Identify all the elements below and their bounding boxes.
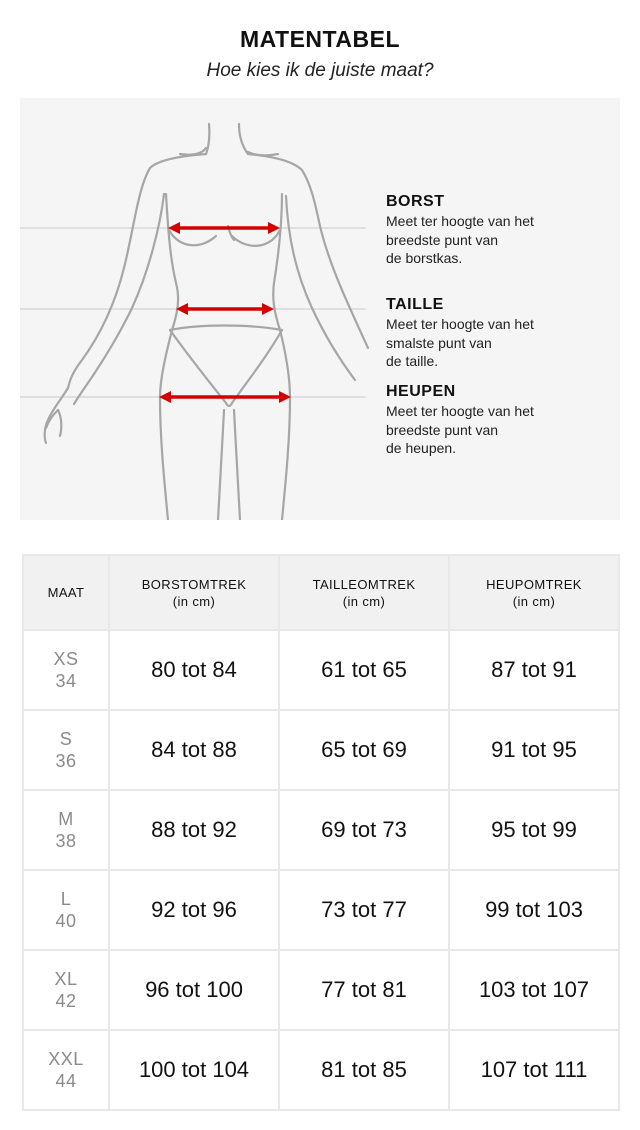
header-chest [109,555,279,630]
header-waist [279,555,449,630]
body-measurement-figure [20,98,620,520]
waist-measurement-note [386,295,616,371]
hips-value: 99 tot 103 [449,870,619,950]
size-number: 44 [55,1071,77,1091]
size-cell [23,870,109,950]
table-row [23,1030,619,1110]
waist-value: 65 tot 69 [279,710,449,790]
hips-value: 87 tot 91 [449,630,619,710]
header-waist-unit: (in cm) [342,593,386,609]
chest-value: 100 tot 104 [109,1030,279,1110]
header-hips-unit: (in cm) [512,593,556,609]
chest-label: BORST [386,193,445,210]
hips-description: Meet ter hoogte van het breedste punt van de heupen. [386,403,534,456]
header-waist-label: TAILLEOMTREK [312,576,416,592]
waist-value: 69 tot 73 [279,790,449,870]
size-number: 42 [55,991,77,1011]
size-letter: XL [54,969,78,989]
chest-value: 84 tot 88 [109,710,279,790]
header-size [23,555,109,630]
waist-value: 61 tot 65 [279,630,449,710]
size-number: 34 [55,671,77,691]
waist-value: 81 tot 85 [279,1030,449,1110]
header-size-label: MAAT [47,585,85,600]
hips-measurement-note [386,382,616,458]
waist-value: 77 tot 81 [279,950,449,1030]
size-letter: M [58,809,74,829]
chest-value: 80 tot 84 [109,630,279,710]
size-cell [23,950,109,1030]
size-number: 40 [55,911,77,931]
header-hips [449,555,619,630]
chest-description: Meet ter hoogte van het breedste punt van de borstkas. [386,213,534,266]
size-letter: XXL [48,1049,84,1069]
size-number: 38 [55,831,77,851]
table-row [23,870,619,950]
chest-value: 92 tot 96 [109,870,279,950]
table-row [23,950,619,1030]
hips-value: 103 tot 107 [449,950,619,1030]
waist-arrow-right-head [262,303,274,315]
waist-value: 73 tot 77 [279,870,449,950]
hips-value: 95 tot 99 [449,790,619,870]
size-cell [23,630,109,710]
header-hips-label: HEUPOMTREK [486,576,582,592]
hips-value: 91 tot 95 [449,710,619,790]
waist-description: Meet ter hoogte van het smalste punt van de taille. [386,316,534,369]
table-row [23,630,619,710]
chest-value: 88 tot 92 [109,790,279,870]
size-letter: S [59,729,73,749]
header-chest-label: BORSTOMTREK [141,576,247,592]
waist-label: TAILLE [386,296,444,313]
size-cell [23,710,109,790]
header-chest-unit: (in cm) [172,593,216,609]
size-cell [23,1030,109,1110]
page-title: MATENTABEL [239,26,400,52]
size-cell [23,790,109,870]
chest-measurement-note [386,192,616,268]
hips-value: 107 tot 111 [449,1030,619,1110]
hips-label: HEUPEN [386,383,456,400]
page-subtitle: Hoe kies ik de juiste maat? [206,60,434,81]
table-row [23,710,619,790]
size-letter: L [60,889,72,909]
size-letter: XS [53,649,79,669]
table-row [23,790,619,870]
size-number: 36 [55,751,77,771]
table-header-row [23,555,619,630]
chest-value: 96 tot 100 [109,950,279,1030]
size-table [22,554,620,1111]
